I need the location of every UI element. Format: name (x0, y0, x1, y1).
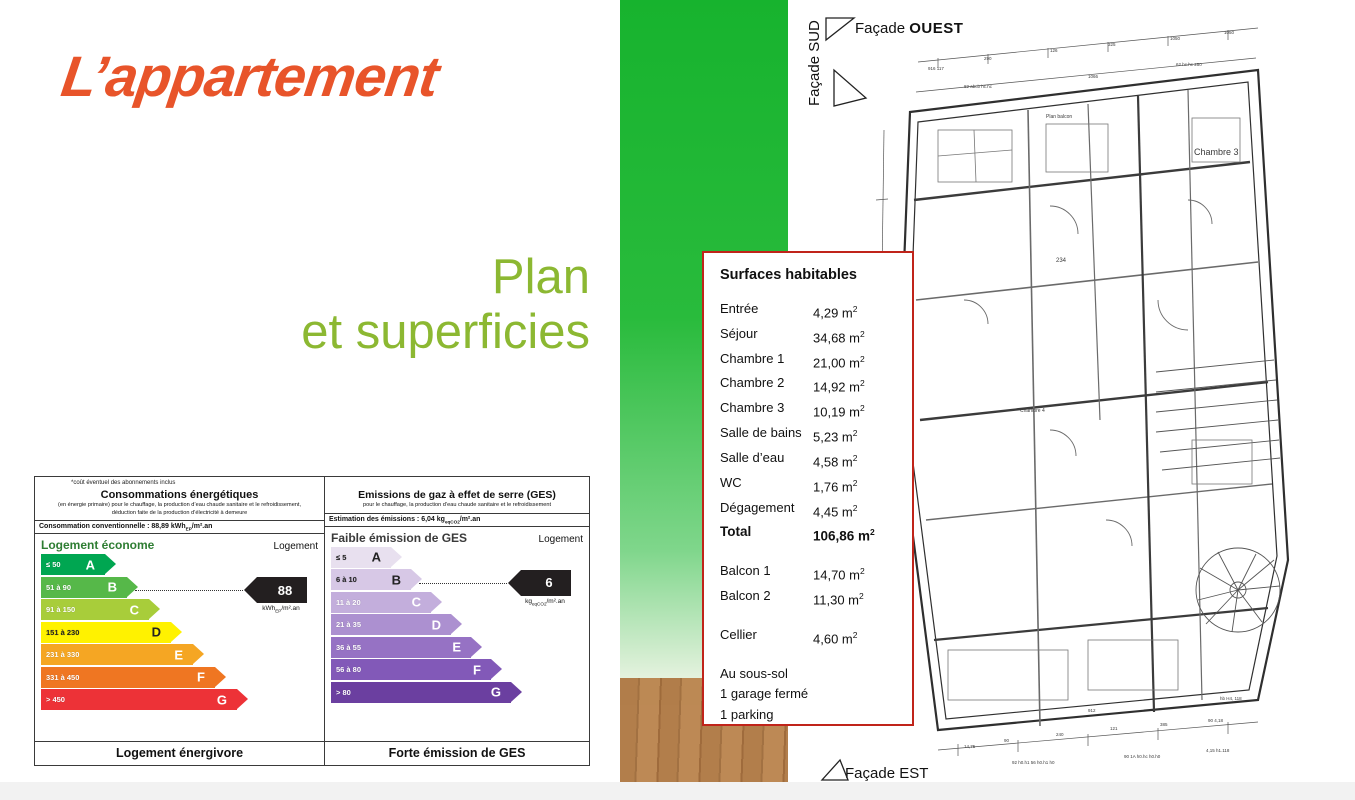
svg-text:912: 912 (1088, 708, 1096, 713)
surface-row-value: 14,70 $m^2$ (813, 566, 865, 583)
svg-text:4,15 h1.118: 4,15 h1.118 (1206, 748, 1230, 753)
subtitle-line-1: Plan (491, 250, 590, 304)
svg-text:14,75: 14,75 (964, 744, 976, 749)
dpe-band-range: 21 à 35 (336, 620, 362, 630)
ges-column (325, 477, 589, 765)
ges-subheading: pour le chauffage, la production d’eau chaude sanitaire et le refroidissement (362, 502, 552, 508)
dpe-band-letter: C (411, 594, 421, 610)
energy-conventional-end: /m².an (191, 523, 213, 531)
svg-text:121: 121 (1110, 726, 1118, 731)
svg-text:1050: 1050 (1224, 30, 1235, 35)
svg-text:90 4,18: 90 4,18 (1208, 718, 1224, 723)
ges-conventional-text: Estimation des émissions : 6,04 kg (329, 515, 445, 523)
dpe-band-c (331, 592, 431, 613)
surface-row (720, 586, 912, 611)
surface-row-name: Salle de bains (720, 425, 802, 441)
dpe-band-range: 231 à 330 (46, 650, 80, 660)
surface-row (720, 498, 912, 523)
dpe-band-letter: G (490, 684, 501, 700)
surface-row-value: 4,60 $m^2$ (813, 630, 858, 647)
surface-row-name: Cellier (720, 627, 757, 643)
surface-row (720, 324, 912, 349)
energy-conventional-text: Consommation conventionnelle : 88,89 kWh (39, 523, 186, 531)
spacer (720, 547, 912, 561)
facade-ouest-text: Façade (855, 20, 906, 37)
svg-text:Chambre 4: Chambre 4 (1020, 408, 1045, 414)
dpe-band-range: ≤ 50 (46, 560, 61, 570)
surface-row (720, 398, 912, 423)
surface-row-value: 1,76 $m^2$ (813, 477, 858, 495)
surfaces-card-title: Surfaces habitables (720, 267, 857, 283)
surface-row-name: Chambre 2 (720, 375, 785, 391)
surface-row (720, 299, 912, 324)
dpe-band-range: ≤ 5 (336, 552, 347, 562)
facade-sud-direction: SUD (806, 20, 823, 52)
surface-row-value: 14,92 $m^2$ (813, 378, 865, 395)
surface-row-value: 4,58 $m^2$ (813, 452, 858, 470)
ges-conventional-value (325, 513, 589, 527)
spacer (720, 611, 912, 625)
subtitle-line-2: et superficies (301, 304, 590, 359)
facade-est-direction: EST (899, 765, 929, 782)
svg-text:1066: 1066 (1088, 74, 1099, 79)
svg-text:1050: 1050 (1170, 36, 1181, 41)
surface-row (720, 522, 912, 547)
svg-text:62 hc.hc 250: 62 hc.hc 250 (1176, 62, 1202, 67)
basement-note: Au sous-sol (720, 665, 788, 681)
surface-row-value: 106,86 $m^2$ (813, 527, 875, 544)
surface-row (720, 349, 912, 374)
page-subtitle (301, 250, 590, 360)
surface-row-value: 11,30 $m^2$ (813, 591, 864, 608)
ges-conventional-end: /m².an (459, 515, 481, 523)
ges-scale-label-left: Faible émission de GES (331, 530, 468, 545)
surface-row-value: 10,19 $m^2$ (813, 403, 865, 420)
svg-text:385: 385 (1160, 722, 1168, 727)
facade-ouest-tick-icon (820, 14, 880, 54)
energy-scale-header (35, 534, 324, 552)
surface-row-name: Balcon 1 (720, 563, 771, 579)
surfaces-card (702, 251, 914, 726)
surface-row (720, 448, 912, 473)
dpe-band-letter: G (216, 692, 227, 708)
surface-row (720, 625, 912, 650)
dpe-value-arrow: 88 (257, 577, 307, 603)
svg-text:Chambre 3: Chambre 3 (1194, 147, 1239, 157)
surfaces-list (720, 299, 912, 725)
svg-text:Plan balcon: Plan balcon (1046, 114, 1073, 120)
dpe-band-letter: A (85, 557, 95, 573)
dpe-band-b (331, 569, 411, 590)
energy-conventional-value (35, 520, 324, 534)
surface-row-name: Chambre 1 (720, 350, 785, 366)
dpe-band-letter: B (107, 579, 117, 595)
ges-scale-label-right: Logement (538, 533, 583, 545)
surface-row-value: 5,23 $m^2$ (813, 428, 858, 445)
surface-row-name: Entrée (720, 301, 759, 316)
dpe-value-leader-line (419, 583, 507, 584)
surface-row-value: 21,00 $m^2$ (813, 353, 865, 370)
basement-note: 1 parking (720, 706, 774, 722)
dpe-band-a (41, 554, 105, 575)
surface-row-name: Balcon 2 (720, 588, 771, 604)
svg-text:90: 90 (1004, 738, 1010, 743)
surface-row-name: Total (720, 524, 752, 540)
surface-row (720, 423, 912, 448)
energy-heading: Consommations énergétiques (100, 489, 259, 501)
dpe-band-range: > 450 (46, 695, 65, 705)
dpe-band-range: > 80 (336, 687, 351, 697)
dpe-band-range: 51 à 90 (46, 582, 72, 592)
dpe-band-letter: F (197, 669, 205, 685)
dpe-band-b (41, 577, 127, 598)
dpe-band-range: 36 à 55 (336, 642, 362, 652)
surface-row-value: 34,68 $m^2$ (813, 328, 865, 346)
energy-bands (35, 554, 324, 726)
dpe-footnote: *coût éventuel des abonnements inclus (71, 480, 176, 486)
dpe-band-a (331, 547, 391, 568)
page-title: L’appartement (57, 45, 443, 109)
dpe-band-range: 331 à 450 (46, 672, 80, 682)
svg-text:240: 240 (1056, 732, 1064, 737)
svg-text:234: 234 (1056, 258, 1067, 264)
spacer (720, 650, 912, 664)
svg-text:82 abcb hc.hc: 82 abcb hc.hc (964, 84, 993, 89)
energy-subheading: (en énergie primaire) pour le chauffage, la production d’eau chaude sanitaire et le refroidissement, déduction faite de la production d’électricité à demeure (57, 502, 302, 516)
dpe-band-c (41, 599, 149, 620)
energy-consumption-column (35, 477, 325, 765)
dpe-band-letter: C (129, 602, 139, 618)
svg-text:126: 126 (1050, 48, 1058, 53)
dpe-band-e (331, 637, 471, 658)
dpe-value-arrow: 6 (521, 570, 571, 596)
dpe-value-leader-line (135, 590, 243, 591)
dpe-band-g (331, 682, 511, 703)
energy-scale-label-left: Logement économe (41, 538, 155, 553)
energy-performance-diagram (34, 476, 590, 766)
dpe-band-range: 151 à 230 (46, 627, 80, 637)
energy-conventional-sub: EP (185, 526, 192, 532)
ges-scale-header (325, 527, 589, 545)
dpe-band-range: 56 à 80 (336, 665, 362, 675)
dpe-band-g (41, 689, 237, 710)
facade-ouest-direction: OUEST (909, 20, 964, 37)
dpe-value-unit: $kg_{eqCO2}/m^2.an$ (525, 597, 565, 607)
left-panel (0, 0, 620, 782)
energy-scale-label-right: Logement (273, 541, 318, 553)
surface-row-value: 4,45 $m^2$ (813, 502, 858, 519)
dpe-band-letter: B (391, 572, 401, 588)
energy-footer: Logement énergivore (35, 741, 324, 765)
dpe-band-f (41, 667, 215, 688)
dpe-band-d (41, 622, 171, 643)
ges-conventional-sub: eqCO2 (444, 518, 460, 524)
svg-text:916 117: 916 117 (928, 66, 944, 71)
dpe-band-d (331, 614, 451, 635)
ges-heading: Emissions de gaz à effet de serre (GES) (358, 489, 556, 501)
facade-sud-text: Façade (806, 55, 823, 106)
surface-row-name: WC (720, 474, 742, 490)
dpe-band-e (41, 644, 193, 665)
svg-text:hb H4, 118: hb H4, 118 (1220, 696, 1242, 701)
dpe-value-unit: kWh$_{EP}$/m².an (262, 605, 300, 614)
dpe-band-range: 91 à 150 (46, 605, 76, 615)
surface-row (720, 373, 912, 398)
surface-row-value: 4,29 $m^2$ (813, 304, 858, 321)
basement-note: 1 garage fermé (720, 686, 809, 702)
svg-text:90 1A h0.hc h0.h0: 90 1A h0.hc h0.h0 (1124, 754, 1161, 759)
surface-row-name: Salle d’eau (720, 449, 785, 465)
dpe-band-letter: A (371, 549, 381, 565)
surface-row-name: Dégagement (720, 499, 795, 515)
surface-row-name: Séjour (720, 325, 758, 341)
dpe-band-letter: E (174, 647, 183, 663)
facade-sud-tick-icon (826, 60, 876, 110)
dpe-band-range: 6 à 10 (336, 575, 357, 585)
slide-bottom-bar (0, 782, 1355, 800)
facade-est-text: Façade (845, 765, 896, 782)
ges-bands (325, 547, 589, 719)
dpe-band-letter: E (452, 639, 461, 655)
dpe-band-f (331, 659, 491, 680)
dpe-band-range: 11 à 20 (336, 597, 361, 607)
surface-row (720, 473, 912, 498)
svg-text:325: 325 (1108, 42, 1116, 47)
dpe-band-letter: F (473, 662, 481, 678)
dpe-band-letter: D (431, 617, 441, 633)
ges-footer: Forte émission de GES (325, 741, 589, 765)
surface-row (720, 561, 912, 586)
svg-text:290: 290 (984, 56, 992, 61)
surface-row-name: Chambre 3 (720, 400, 785, 416)
dpe-band-letter: D (151, 624, 161, 640)
svg-text:92 h0.h1 56 h0.h1 h0: 92 h0.h1 56 h0.h1 h0 (1012, 760, 1055, 765)
